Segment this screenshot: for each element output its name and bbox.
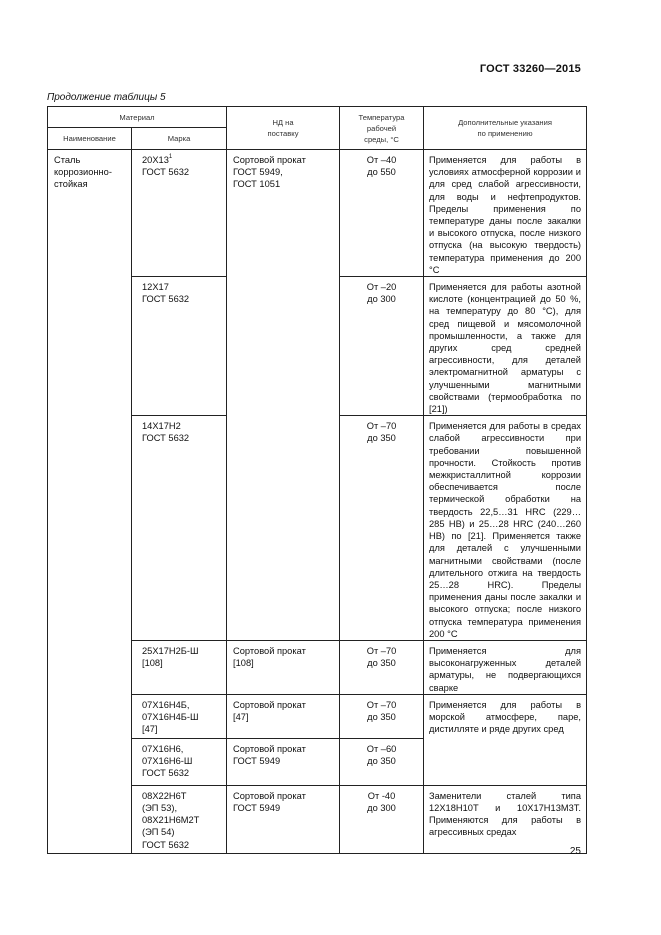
header-notes: Дополнительные указания по применению bbox=[424, 107, 587, 150]
temp-cell: От –70 до 350 bbox=[340, 416, 424, 641]
note-cell: Применяется для работы азотной кислоте (концентрацией до 50 %, на температуру до 80 °С), для сред пищевой и мясомолочной промышленности, а также для других сред средней агрессивности, для деталей электромагнитной арматуры с улучшенными магнитными свойствами (термообработка по [21]) bbox=[424, 277, 587, 416]
nd-cell: Сортовой прокат [47] bbox=[227, 694, 340, 738]
temp-cell: От -40 до 300 bbox=[340, 785, 424, 853]
page-number: 25 bbox=[569, 846, 581, 857]
grade-cell: 12Х17 ГОСТ 5632 bbox=[132, 277, 227, 416]
header-name: Наименование bbox=[48, 128, 132, 150]
temp-cell: От –40 до 550 bbox=[340, 150, 424, 277]
grade-cell: 14Х17Н2 ГОСТ 5632 bbox=[132, 416, 227, 641]
note-cell: Применяется для работы в морской атмосфере, паре, дистилляте и ряде других сред bbox=[424, 694, 587, 785]
header-material: Материал bbox=[48, 107, 227, 128]
header-grade: Марка bbox=[132, 128, 227, 150]
standard-number: ГОСТ 33260—2015 bbox=[479, 63, 581, 75]
temp-cell: От –60 до 350 bbox=[340, 738, 424, 785]
nd-cell: Сортовой прокат [108] bbox=[227, 640, 340, 694]
temp-cell: От –20 до 300 bbox=[340, 277, 424, 416]
grade-cell: 25Х17Н2Б-Ш [108] bbox=[132, 640, 227, 694]
grade-cell: 07Х16Н6, 07Х16Н6-Ш ГОСТ 5632 bbox=[132, 738, 227, 785]
note-cell: Применяется для высоконагруженных деталей арматуры, не подвергающихся сварке bbox=[424, 640, 587, 694]
nd-cell: Сортовой прокат ГОСТ 5949, ГОСТ 1051 bbox=[227, 150, 340, 641]
grade-cell: 07Х16Н4Б, 07Х16Н4Б-Ш [47] bbox=[132, 694, 227, 738]
grade-cell: 08Х22Н6Т (ЭП 53), 08Х21Н6М2Т (ЭП 54) ГОСТ 5632 bbox=[132, 785, 227, 853]
grade-cell: $20Х13^1$ ГОСТ 5632 bbox=[132, 150, 227, 277]
note-cell: Заменители сталей типа 12Х18Н10Т и 10Х17Н13М3Т. Применяются для работы в агрессивных средах bbox=[424, 785, 587, 853]
header-nd: НД на поставку bbox=[227, 107, 340, 150]
table-row bbox=[48, 150, 587, 277]
material-name-cell: Сталь коррозионно- стойкая bbox=[48, 150, 132, 854]
header-temperature: Температура рабочей среды, °С bbox=[340, 107, 424, 150]
nd-cell: Сортовой прокат ГОСТ 5949 bbox=[227, 738, 340, 785]
temp-cell: От –70 до 350 bbox=[340, 640, 424, 694]
note-cell: Применяется для работы в условиях атмосферной коррозии и для сред слабой агрессивности, для воды и нефтепродуктов. Пределы применения по температуре даны после закалки и высокого отпуска, после низкого отпуска (на высокую твердость) температура применения до 200 °С bbox=[424, 150, 587, 277]
note-cell: Применяется для работы в средах слабой агрессивности при требовании повышенной прочности. Стойкость против межкристаллитной коррозии обеспечивается после термической обработки на твердость 22,5…31 HRC (229…285 НВ) и 25…28 HRC (240…260 НВ) по [21]. Применяется также для деталей с улучшенными магнитными свойствами (после длительного отжига на твердость 25…28 HRC). Пределы применения даны после закалки и высокого отпуска; после низкого отпуска температура применения 200 °С bbox=[424, 416, 587, 641]
temp-cell: От –70 до 350 bbox=[340, 694, 424, 738]
materials-table bbox=[47, 106, 587, 854]
nd-cell: Сортовой прокат ГОСТ 5949 bbox=[227, 785, 340, 853]
table-caption: Продолжение таблицы 5 bbox=[47, 92, 166, 103]
